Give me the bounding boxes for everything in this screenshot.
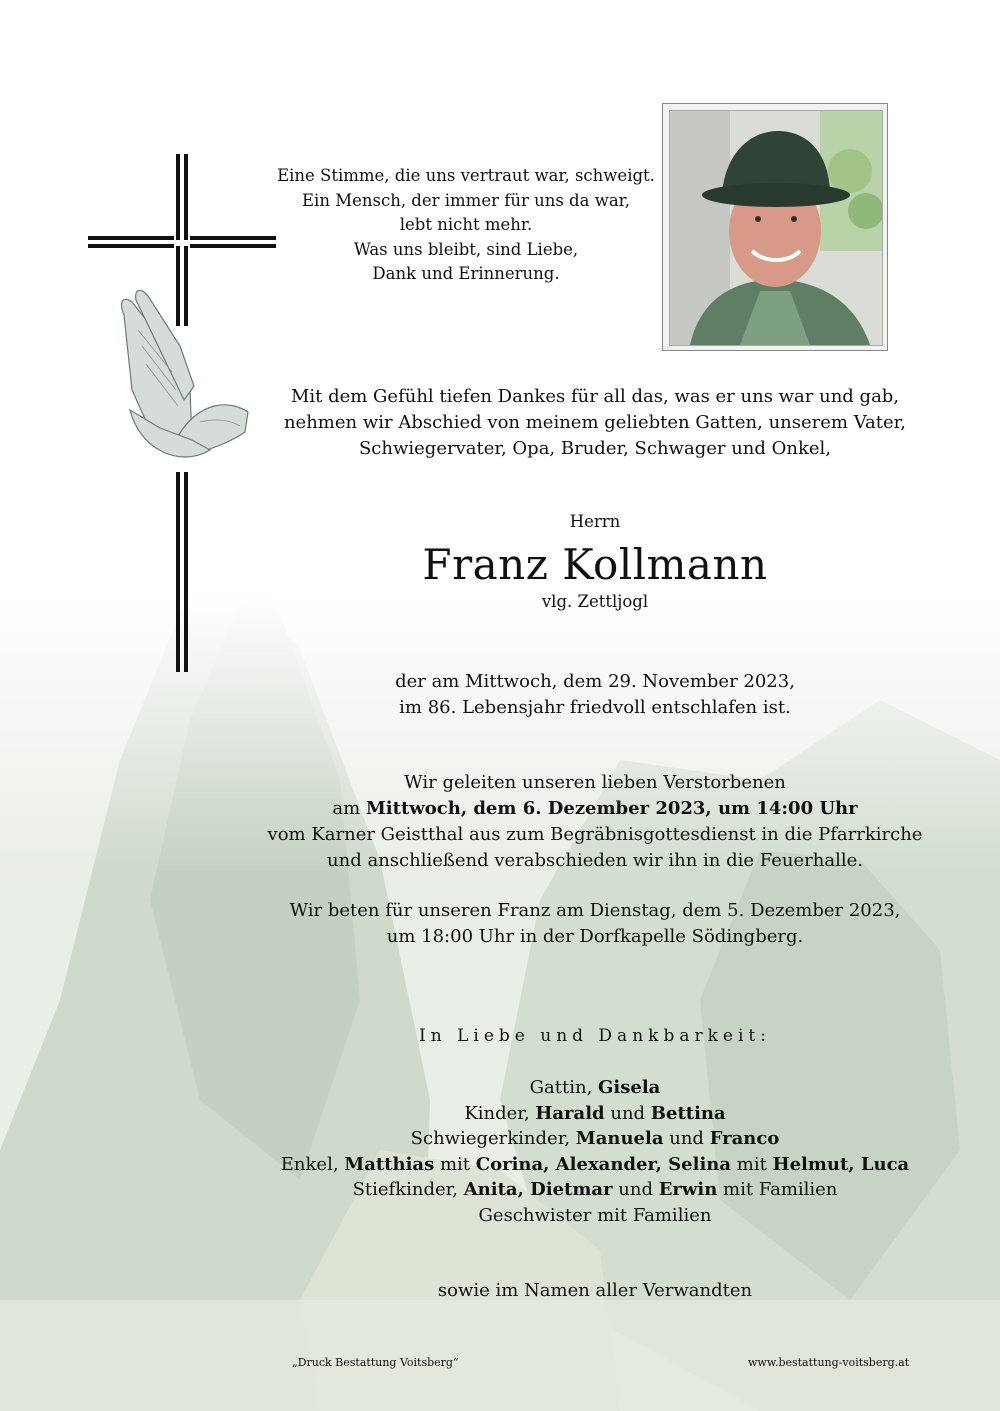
funeral-line: und anschließend verabschieden wir ihn in die Feuerhalle. — [327, 850, 863, 871]
salutation: Herrn — [569, 512, 621, 531]
prayer-line: um 18:00 Uhr in der Dorfkapelle Södingberg. — [386, 926, 804, 947]
name: Matthias — [344, 1153, 435, 1175]
deceased-name: Franz Kollmann — [422, 540, 768, 589]
portrait-photo-frame — [662, 103, 888, 351]
suffix: mit Familien — [717, 1179, 838, 1201]
thanks-paragraph — [240, 384, 950, 462]
footer-website[interactable]: www.bestattung-voitsberg.at — [748, 1356, 910, 1369]
funeral-date-prefix: am — [332, 798, 366, 819]
mourners-list — [240, 1075, 950, 1229]
mourner-siblings: Geschwister mit Familien — [478, 1204, 712, 1226]
prayer-info — [240, 898, 950, 950]
relatives-line: sowie im Namen aller Verwandten — [437, 1280, 753, 1301]
poem-line: Ein Mensch, der immer für uns da war, — [302, 190, 630, 210]
funeral-line: vom Karner Geistthal aus zum Begräbnisgottesdienst in die Pfarrkirche — [267, 824, 923, 845]
death-date: der am Mittwoch, dem 29. November 2023, — [395, 671, 795, 692]
mourner-inlaws — [240, 1126, 950, 1152]
conj: und — [612, 1179, 659, 1201]
conj: und — [663, 1128, 710, 1150]
label: Kinder, — [464, 1102, 536, 1124]
poem — [266, 164, 666, 287]
name: Helmut, Luca — [772, 1153, 910, 1175]
prayer-line: Wir beten für unseren Franz am Dienstag, dem 5. Dezember 2023, — [289, 900, 901, 921]
poem-line: Was uns bleibt, sind Liebe, — [353, 239, 579, 259]
mourner-stepchildren — [240, 1177, 950, 1203]
thanks-line: Schwiegervater, Opa, Bruder, Schwager und Onkel, — [358, 438, 832, 459]
funeral-line: Wir geleiten unseren lieben Verstorbenen — [404, 772, 786, 793]
deceased-vulgo: vlg. Zettljogl — [541, 592, 649, 611]
poem-line: lebt nicht mehr. — [399, 215, 533, 234]
name: Manuela — [575, 1128, 664, 1150]
name: Bettina — [650, 1102, 726, 1124]
mourner-wife — [240, 1075, 950, 1101]
name: Harald — [535, 1102, 605, 1124]
name: Erwin — [658, 1179, 718, 1201]
footer-printer: „Druck Bestattung Voitsberg“ — [292, 1356, 459, 1369]
label: Stiefkinder, — [352, 1179, 464, 1201]
funeral-info — [240, 770, 950, 874]
label: Gattin, — [529, 1077, 599, 1098]
label: Enkel, — [280, 1153, 345, 1175]
label: Schwiegerkinder, — [410, 1128, 576, 1150]
conj: und — [604, 1102, 651, 1124]
thanks-line: Mit dem Gefühl tiefen Dankes für all das, was er uns war und gab, — [290, 386, 900, 407]
death-age: im 86. Lebensjahr friedvoll entschlafen ist. — [399, 697, 791, 718]
funeral-date-line — [240, 796, 950, 822]
thanks-line: nehmen wir Abschied von meinem geliebten Gatten, unserem Vater, — [283, 412, 907, 433]
poem-line: Dank und Erinnerung. — [372, 264, 560, 283]
funeral-date: Mittwoch, dem 6. Dezember 2023, um 14:00 Uhr — [365, 798, 858, 819]
name: Gisela — [598, 1077, 661, 1098]
mourner-children — [240, 1101, 950, 1127]
name: Franco — [709, 1128, 780, 1150]
name: Corina, Alexander, Selina — [475, 1153, 732, 1175]
conj: mit — [731, 1153, 773, 1175]
poem-line: Eine Stimme, die uns vertraut war, schweigt. — [277, 166, 655, 185]
portrait-photo — [669, 110, 883, 346]
mourners-heading: In Liebe und Dankbarkeit: — [419, 1026, 771, 1046]
name: Anita, Dietmar — [463, 1179, 613, 1201]
conj: mit — [434, 1153, 476, 1175]
mourner-grandchildren — [240, 1152, 950, 1178]
death-info — [240, 669, 950, 721]
